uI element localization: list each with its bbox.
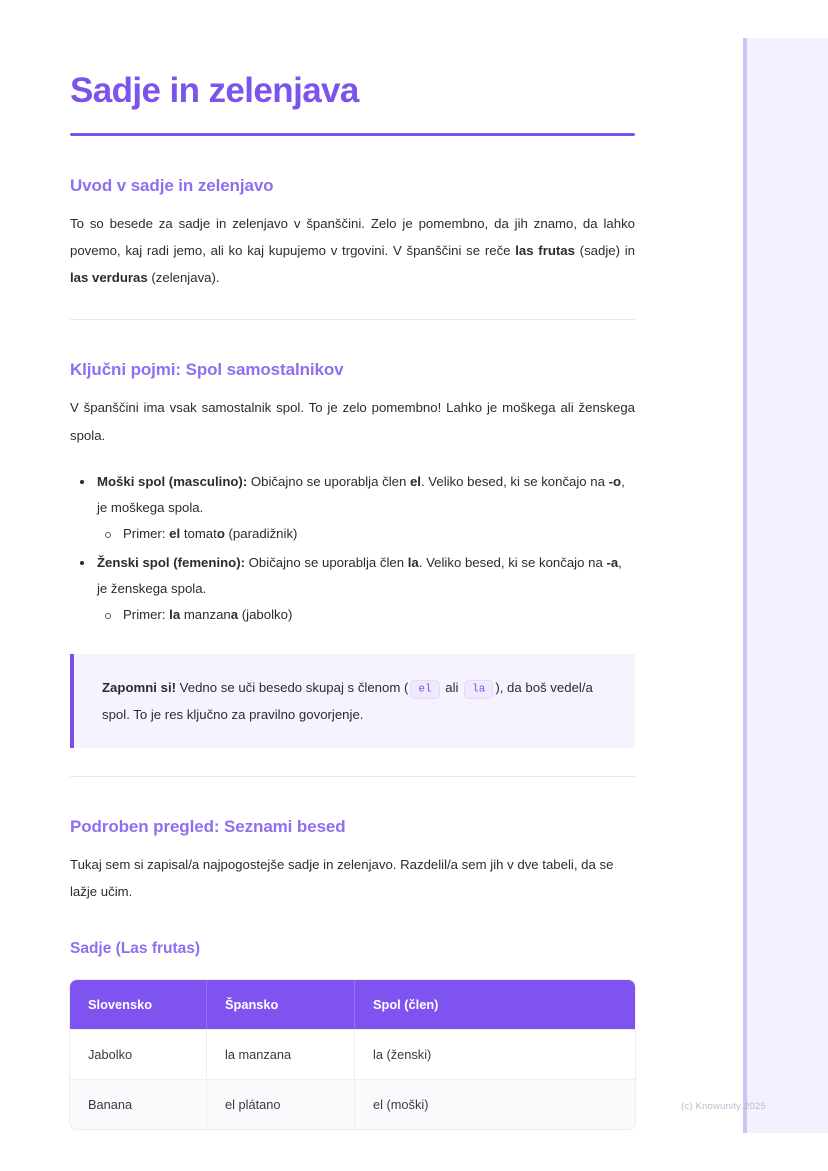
masculine-example-list: [97, 521, 635, 547]
column-header-slovenian: Slovensko: [70, 980, 207, 1029]
section-heading-detailed-overview: Podroben pregled: Seznami besed: [70, 817, 346, 837]
bullet-label-masculine: Moški spol (masculino):: [97, 474, 248, 490]
document-page: [70, 0, 635, 1129]
column-header-gender: Spol (člen): [355, 980, 635, 1029]
section-divider-1: [70, 319, 635, 320]
example-article-la: la: [169, 606, 181, 622]
cell-spanish: el plátano: [207, 1079, 355, 1129]
example-word-a: manzan: [180, 606, 231, 622]
example-word-ending: o: [216, 525, 225, 541]
callout-lead: Zapomni si!: [102, 679, 176, 695]
callout-text-b: ali: [441, 679, 463, 695]
list-item: [70, 469, 635, 546]
cell-gender: el (moški): [355, 1079, 635, 1129]
intro-bold-las-verduras: las verduras: [70, 270, 148, 286]
intro-paragraph: [70, 210, 635, 292]
bullet-label-feminine: Ženski spol (femenino):: [97, 555, 246, 571]
detailed-overview-paragraph: Tukaj sem si zapisal/a najpogostejše sadje in zelenjavo. Razdelil/a sem jih v dve tabeli, da se lažje učim.: [70, 857, 614, 900]
example-word-b: (paradižnik): [224, 525, 298, 541]
table-row: [70, 1079, 635, 1129]
gender-bullet-list: [70, 469, 635, 627]
right-decorative-panel: [743, 38, 828, 1133]
bullet-ending-o: -o: [608, 474, 622, 490]
table-header-row: [70, 980, 635, 1029]
remember-callout: [70, 654, 635, 749]
cell-slovenian: Jabolko: [70, 1029, 207, 1079]
list-item: [97, 602, 635, 628]
example-word-b: (jabolko): [238, 606, 293, 622]
section-heading-key-concepts: Ključni pojmi: Spol samostalnikov: [70, 360, 344, 380]
code-chip-la: la: [464, 680, 493, 699]
bullet-text-c: , je ženskega spola.: [97, 555, 622, 597]
column-header-spanish: Špansko: [207, 980, 355, 1029]
bullet-ending-a: -a: [606, 555, 619, 571]
example-article-el: el: [169, 525, 181, 541]
bullet-text-a: Običajno se uporablja člen: [245, 555, 408, 571]
cell-slovenian: Banana: [70, 1079, 207, 1129]
bullet-text-c: , je moškega spola.: [97, 474, 625, 515]
title-underline-rule: [70, 133, 635, 136]
cell-spanish: la manzana: [207, 1029, 355, 1079]
intro-bold-las-frutas: las frutas: [515, 242, 575, 258]
footer-copyright: (c) Knowunity 2025: [681, 1101, 766, 1112]
list-item: [70, 550, 635, 627]
example-prefix: Primer:: [123, 525, 170, 541]
bullet-article-la: la: [407, 555, 419, 571]
key-concepts-paragraph: V španščini ima vsak samostalnik spol. To je zelo pomembno! Lahko je moškega ali ženskega spola.: [70, 400, 635, 443]
example-word-a: tomat: [180, 525, 217, 541]
section-heading-intro: Uvod v sadje in zelenjavo: [70, 175, 274, 195]
page-title: Sadje in zelenjava: [70, 71, 359, 110]
cell-gender: la (ženski): [355, 1029, 635, 1079]
callout-text: [102, 674, 613, 729]
bullet-text-b: . Veliko besed, ki se končajo na: [418, 555, 607, 571]
table-row: [70, 1029, 635, 1079]
bullet-text-a: Običajno se uporablja člen: [247, 474, 410, 490]
bullet-article-el: el: [409, 474, 421, 490]
intro-text-part3: (zelenjava).: [147, 270, 220, 286]
right-panel-edge-line: [743, 38, 747, 1133]
callout-text-c: ), da boš vedel/a spol. To je res ključno za pravilno govorjenje.: [102, 679, 593, 723]
sub-heading-fruit: Sadje (Las frutas): [70, 939, 201, 957]
callout-text-a: Vedno se uči besedo skupaj s členom (: [176, 679, 409, 695]
section-divider-2: [70, 776, 635, 777]
intro-text-part1: To so besede za sadje in zelenjavo v španščini. Zelo je pomembno, da jih znamo, da lahko povemo, kaj radi jemo, ali ko kaj kupujemo v trgovini. V španščini se reče: [70, 215, 635, 258]
example-prefix: Primer:: [123, 606, 170, 622]
fruit-vocabulary-table: [70, 980, 635, 1129]
example-word-ending: a: [230, 606, 239, 622]
feminine-example-list: [97, 602, 635, 628]
code-chip-el: el: [410, 680, 439, 699]
list-item: [97, 521, 635, 547]
bullet-text-b: . Veliko besed, ki se končajo na: [420, 474, 609, 490]
intro-text-part2: (sadje) in: [574, 242, 635, 258]
